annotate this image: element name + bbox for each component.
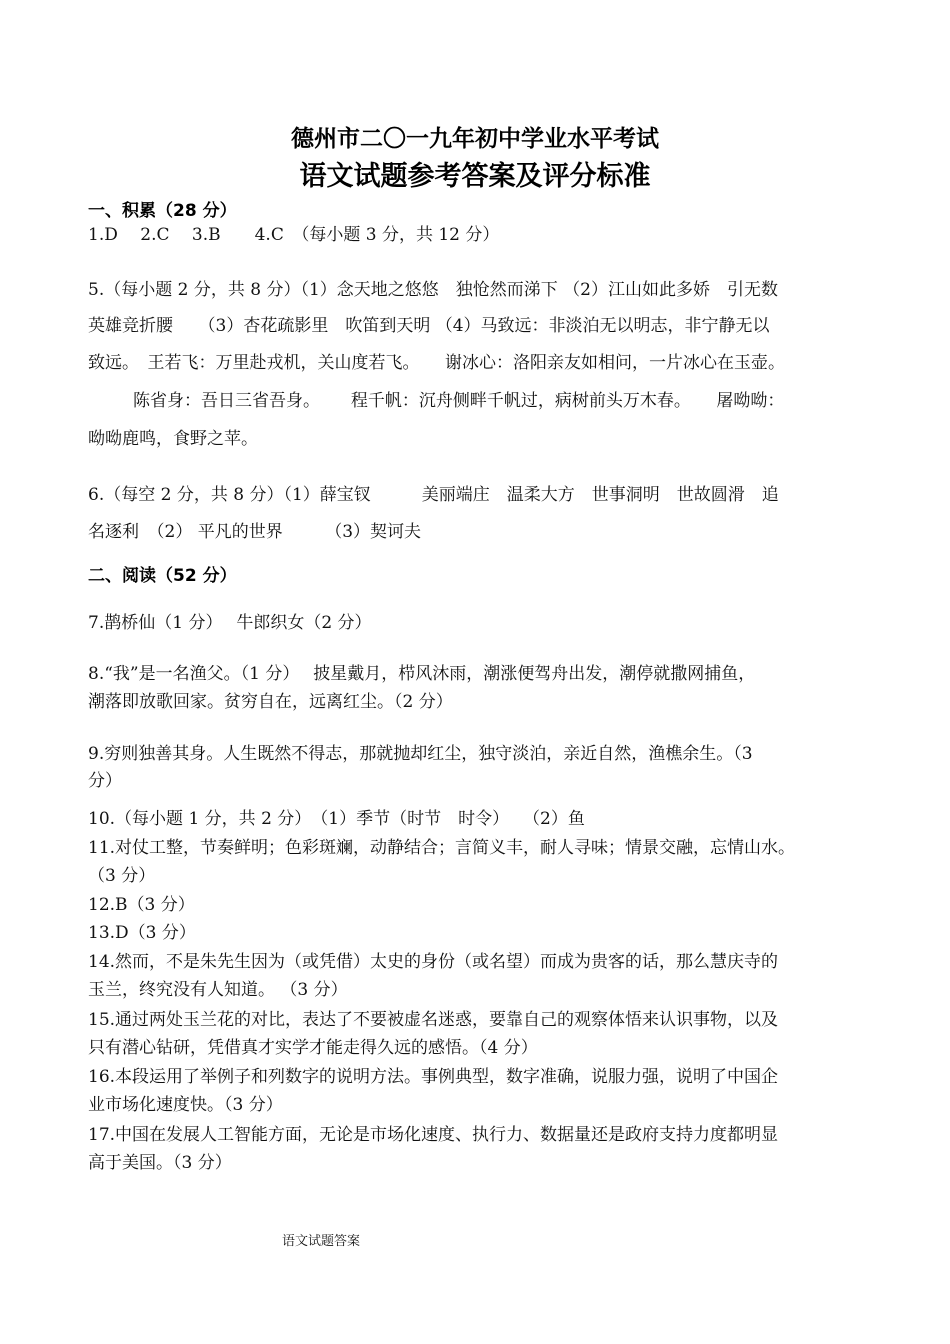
page-footer: 语文试题答案 (282, 1234, 361, 1249)
answer-line: 12.B（3 分） (88, 895, 195, 915)
answer-line: 9.穷则独善其身。人生既然不得志，那就抛却红尘，独守淡泊，亲近自然，渔樵余生。（3 (88, 744, 753, 764)
answer-line: 英雄竞折腰 （3）杏花疏影里 吹笛到天明 （4）马致远：非淡泊无以明志，非宁静无以 (88, 316, 770, 336)
answer-line: 陈省身：吾日三省吾身。 程千帆：沉舟侧畔千帆过，病树前头万木春。 屠呦呦： (133, 391, 785, 411)
answer-line: 13.D（3 分） (88, 923, 196, 943)
answer-line: 致远。 王若飞：万里赴戎机，关山度若飞。 谢冰心：洛阳亲友如相问，一片冰心在玉壶。 (88, 353, 785, 373)
answer-line: 高于美国。（3 分） (88, 1153, 232, 1173)
answer-line: 17.中国在发展人工智能方面，无论是市场化速度、执行力、数据量还是政府支持力度都明显 (88, 1125, 779, 1145)
section-heading-accumulation: 一、积累（28 分） (88, 201, 237, 221)
answer-line: 11.对仗工整，节奏鲜明；色彩斑斓，动静结合；言简义丰，耐人寻味；情景交融，忘情山水。 (88, 838, 796, 858)
answer-line: 7.鹊桥仙（1 分） 牛郎织女（2 分） (88, 613, 372, 633)
page-title: 德州市二〇一九年初中学业水平考试 (291, 126, 659, 152)
answer-line: 5.（每小题 2 分，共 8 分）（1）念天地之悠悠 独怆然而涕下 （2）江山如此多娇 引无数 (88, 280, 779, 300)
answer-line: 8.“我”是一名渔父。（1 分） 披星戴月，栉风沐雨，潮涨便驾舟出发，潮停就撒网捕鱼， (88, 664, 756, 684)
answer-line: 业市场化速度快。（3 分） (88, 1095, 283, 1115)
answer-line: 10.（每小题 1 分，共 2 分） （1）季节（时节 时令） （2）鱼 (88, 809, 585, 829)
answer-line: 6.（每空 2 分，共 8 分）（1）薛宝钗 美丽端庄 温柔大方 世事洞明 世故圆滑 追 (88, 485, 779, 505)
answer-line: 16.本段运用了举例子和列数字的说明方法。事例典型，数字准确，说服力强，说明了中国企 (88, 1067, 779, 1087)
section-heading-reading: 二、阅读（52 分） (88, 566, 237, 586)
answer-line: 潮落即放歌回家。贫穷自在，远离红尘。（2 分） (88, 692, 453, 712)
answer-line: 15.通过两处玉兰花的对比，表达了不要被虚名迷惑，要靠自己的观察体悟来认识事物，以及 (88, 1010, 779, 1030)
answer-line: 名逐利 （2） 平凡的世界 （3）契诃夫 (88, 522, 422, 542)
answer-line: 玉兰，终究没有人知道。 （3 分） (88, 980, 348, 1000)
answer-line: 14.然而，不是朱先生因为（或凭借）太史的身份（或名望）而成为贵客的话，那么慧庆寺的 (88, 952, 779, 972)
answer-line: 呦呦鹿鸣，食野之苹。 (88, 429, 258, 449)
answer-line: 分） (88, 771, 122, 791)
answer-line: （3 分） (88, 866, 156, 886)
page-subtitle: 语文试题参考答案及评分标准 (299, 161, 651, 192)
answer-line: 只有潜心钻研，凭借真才实学才能走得久远的感悟。（4 分） (88, 1038, 538, 1058)
answer-line: 1.D 2.C 3.B 4.C （每小题 3 分，共 12 分） (88, 225, 500, 245)
